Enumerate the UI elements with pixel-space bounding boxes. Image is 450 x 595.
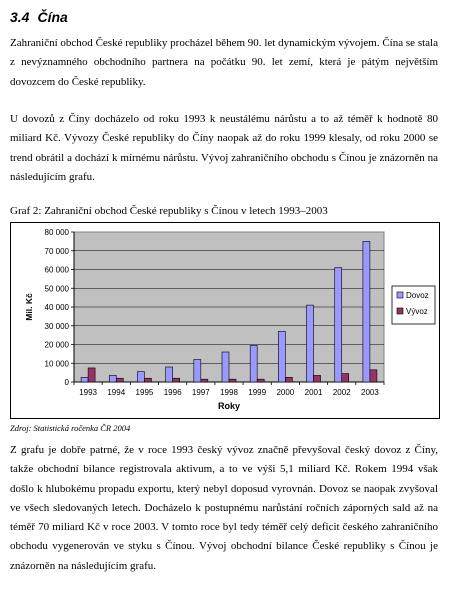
bar-vvoz-2001 [314,375,321,382]
paragraph-analysis: Z grafu je dobře patrné, že v roce 1993 český vývoz značně převyšoval český dovoz z Číny, takže obchodní bilance registrovala aktivum, a to ve výši 5,1 miliard Kč. Rokem 1994 však došlo k hlubokému propadu exportu, který nebyl doposud vyrovnán. Dovoz se naopak zvyšoval ve všech sledovaných letech. Docházelo k postupnému narůstání ročních záporných sald až na téměř 70 miliard Kč v roce 2003. V tomto roce byl tedy téměř celý deficit českého zahraničního obchodu vygenerován ve styku s Čínou. Vývoj obchodní bilance České republiky s Čínou je znázorněn na následujícím grafu. [10,444,438,572]
bar-vvoz-1999 [257,379,264,382]
bar-dovoz-1993 [81,377,88,382]
x-tick-label: 2003 [361,388,379,397]
bar-dovoz-2000 [278,331,285,382]
bar-vvoz-2000 [285,377,292,382]
x-tick-label: 1993 [79,388,97,397]
bar-dovoz-1998 [222,352,229,382]
legend-label: Dovoz [406,291,429,300]
legend-swatch-vvoz [397,308,403,314]
x-tick-label: 1999 [248,388,267,397]
y-tick-label: 80 000 [44,228,69,237]
x-axis-label: Roky [217,401,241,411]
y-tick-label: 40 000 [44,303,69,312]
x-tick-label: 1994 [107,388,126,397]
figure-caption: Graf 2: Zahraniční obchod České republiky s Čínou v letech 1993–2003 [10,205,328,217]
y-axis-label: Mil. Kč [24,293,34,321]
y-tick-label: 60 000 [44,265,69,275]
bar-dovoz-2002 [335,268,342,382]
bar-vvoz-1997 [201,379,208,382]
x-tick-label: 1997 [191,388,210,397]
paragraph-intro: Zahraniční obchod České republiky procházel během 90. let dynamickým vývojem. Čína se stala z nevýznamného obchodního partnera na počátku 90. let zemí, která je pátým největším dovozcem do České republiky. [10,37,438,88]
bar-vvoz-1993 [88,368,95,382]
y-tick-label: 0 [64,378,69,387]
y-tick-label: 30 000 [44,321,69,331]
figure-source: Zdroj: Statistická ročenka ČR 2004 [10,423,131,433]
bar-vvoz-1994 [116,378,123,382]
bar-dovoz-2001 [307,305,314,382]
bar-vvoz-1996 [173,378,180,382]
y-tick-label: 50 000 [44,284,69,294]
bar-vvoz-2002 [342,374,349,382]
x-tick-label: 1995 [135,388,154,397]
legend-swatch-dovoz [397,292,403,298]
x-tick-label: 2001 [304,388,323,397]
x-tick-label: 2000 [276,388,295,397]
paragraph-imports: U dovozů z Číny docházelo od roku 1993 k neustálému nárůstu a to až téměř k hodnotě 80 miliard Kč. Vývozy České republiky do Číny naopak až do roku 1999 klesaly, od roku 2000 se trend obrátil a dochází k mírnému nárůstu. Vývoj zahraničního obchodu s Čínou je znázorněn na následujícím grafu. [10,113,438,183]
x-tick-label: 1998 [220,388,238,397]
y-tick-label: 70 000 [44,246,69,256]
bar-dovoz-1997 [194,360,201,383]
bar-dovoz-1999 [250,345,257,382]
y-tick-label: 10 000 [44,359,69,369]
section-title: Čína [37,9,68,25]
x-tick-label: 1996 [163,388,182,397]
bar-vvoz-1995 [144,378,151,382]
bar-dovoz-1995 [137,372,144,382]
y-tick-label: 20 000 [44,340,69,350]
section-number: 3.4 [10,9,30,25]
bar-dovoz-2003 [363,241,370,382]
bar-vvoz-1998 [229,379,236,382]
legend-label: Vývoz [406,307,428,316]
section-heading [10,9,68,25]
bar-dovoz-1994 [109,375,116,382]
bar-vvoz-2003 [370,370,377,382]
bar-dovoz-1996 [166,367,173,382]
trade-bar-chart [10,222,440,419]
x-tick-label: 2002 [332,388,351,397]
